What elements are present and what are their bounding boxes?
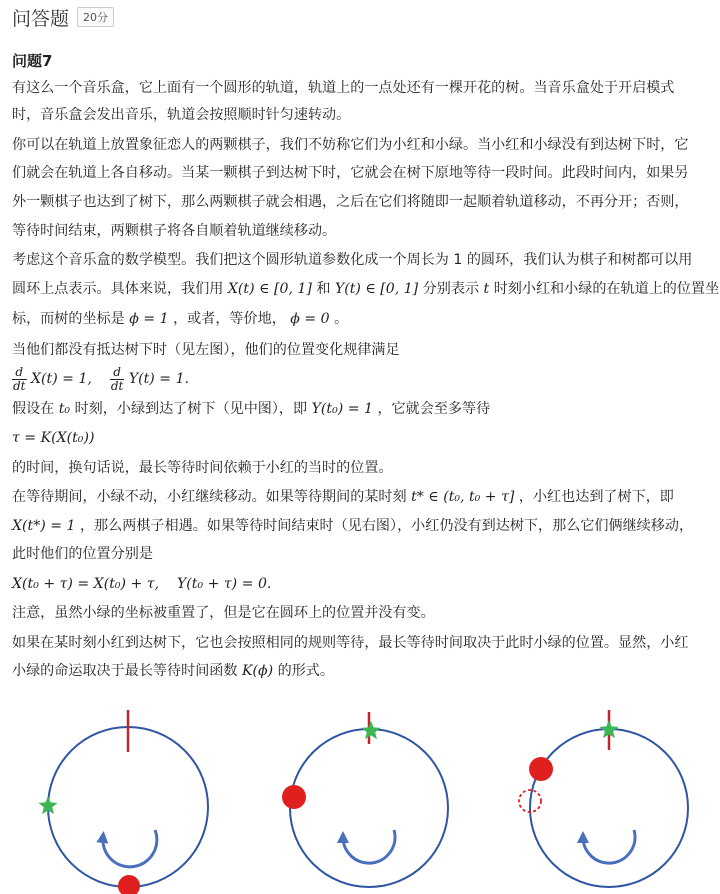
text-segment: 标，而树的坐标是 [12,311,125,327]
text-segment: 的形式。 [277,663,334,679]
paragraph-line-21 [12,661,334,681]
math-phi-1: ϕ = 1 [129,311,169,327]
diagram-middle [282,712,448,887]
paragraph-line-12 [12,399,490,419]
red-piece [118,875,140,894]
math-dx-eq: X(t) = 1, [31,371,92,387]
paragraph-line-16 [12,516,693,536]
text-segment: 和 [316,281,331,297]
math-k-phi: K(ϕ) [241,663,274,679]
clockwise-arrow-icon [343,830,395,863]
red-piece [529,757,553,781]
equation-derivatives [12,365,189,393]
math-dy-eq: Y(t) = 1. [128,371,190,387]
paragraph-line-14: 的时间，换句话说，最长等待时间依赖于小红的当时的位置。 [12,460,393,476]
text-segment: 分别表示 [422,281,480,297]
paragraph-line-8 [12,279,719,299]
paragraph-line-5: 外一颗棋子也达到了树下，那么两颗棋子就会相遇，之后在它们将随即一起顺着轨道移动，不再分开；否则， [12,194,689,210]
paragraph-line-3: 你可以在轨道上放置象征恋人的两颗棋子，我们不妨称它们为小红和小绿。当小红和小绿没有到达树下时，它 [12,137,689,153]
fraction-d-dt: $\frac{d}{dt}$ [13,364,26,393]
paragraph-line-17: 此时他们的位置分别是 [12,546,153,562]
text-segment: ，它就会至多等待 [377,401,491,417]
paragraph-line-10: 当他们都没有抵达树下时（见左图），他们的位置变化规律满足 [12,342,400,358]
math-reset: X(t₀ + τ) = X(t₀) + τ, Y(t₀ + τ) = 0. [12,576,272,592]
paragraph-line-20: 如果在某时刻小红到达树下，它也会按照相同的规则等待，最长等待时间取决于此时小绿的位置。显然，小红 [12,635,689,651]
math-y-range: Y(t) ∈ [0, 1] [334,281,419,297]
paragraph-line-6: 等待时间结束，两颗棋子将各自顺着轨道继续移动。 [12,223,337,239]
text-segment: ，或者，等价地， [173,311,286,327]
math-x-tstar: X(t*) = 1 [12,518,76,534]
math-x-range: X(t) ∈ [0, 1] [227,281,312,297]
text-segment: 假设在 [12,401,55,417]
paragraph-line-4: 们就会在轨道上各自移动。当某一颗棋子到达树下时，它就会在树下原地等待一段时间。此段时间内，如果另 [12,165,689,181]
paragraph-line-9 [12,309,348,329]
clockwise-arrow-icon [583,830,635,863]
equation-reset [12,574,271,594]
paragraph-line-2: 时，音乐盒会发出音乐，轨道会按照顺时针匀速转动。 [12,107,351,123]
paragraph-line-1: 有这么一个音乐盒，它上面有一个圆形的轨道，轨道上的一点处还有一棵开花的树。当音乐盒处于开启模式 [12,80,675,96]
music-box-diagrams [0,700,720,894]
text-segment: 在等待期间，小绿不动，小红继续移动。如果等待期间的某时刻 [12,489,407,505]
math-y-t0: Y(t₀) = 1 [311,401,373,417]
clockwise-arrow-icon [103,830,157,867]
score-badge: 20分 [77,7,114,27]
green-piece [362,721,381,739]
paragraph-line-19: 注意，虽然小绿的坐标被重置了，但是它在圆环上的位置并没有变。 [12,605,435,621]
paragraph-line-15 [12,487,674,507]
diagram-left [39,710,209,894]
math-t0: t₀ [58,401,71,417]
text-segment: 时刻，小绿到达了树下（见中图），即 [74,401,308,417]
equation-tau [12,428,94,448]
page-header [12,2,114,32]
text-segment: 时刻小红和小绿的在轨道上的位置坐 [493,281,720,297]
math-tau-def: τ = K(X(t₀)) [12,430,95,446]
math-t: t [483,281,490,297]
section-title: 问答题 [12,7,70,30]
red-piece [282,785,306,809]
fraction-d-dt: $\frac{d}{dt}$ [110,364,124,393]
math-tstar-range: t* ∈ (t₀, t₀ + τ] [411,489,515,505]
text-segment: 圆环上点表示。具体来说，我们用 [12,281,224,297]
diagram-right [519,710,688,887]
text-segment: ，小红也达到了树下，即 [518,489,674,505]
question-title: 问题7 [12,52,53,70]
text-segment: 小绿的命运取决于最长等待时间函数 [12,663,238,679]
paragraph-line-7: 考虑这个音乐盒的数学模型。我们把这个圆形轨道参数化成一个周长为 1 的圆环，我们认为棋子和树都可以用 [12,252,693,268]
text-segment: 。 [334,311,349,327]
text-segment: ，那么两棋子相遇。如果等待时间结束时（见右图），小红仍没有到达树下，那么它们俩继续移动， [79,518,694,534]
math-phi-0: ϕ = 0 [290,311,330,327]
